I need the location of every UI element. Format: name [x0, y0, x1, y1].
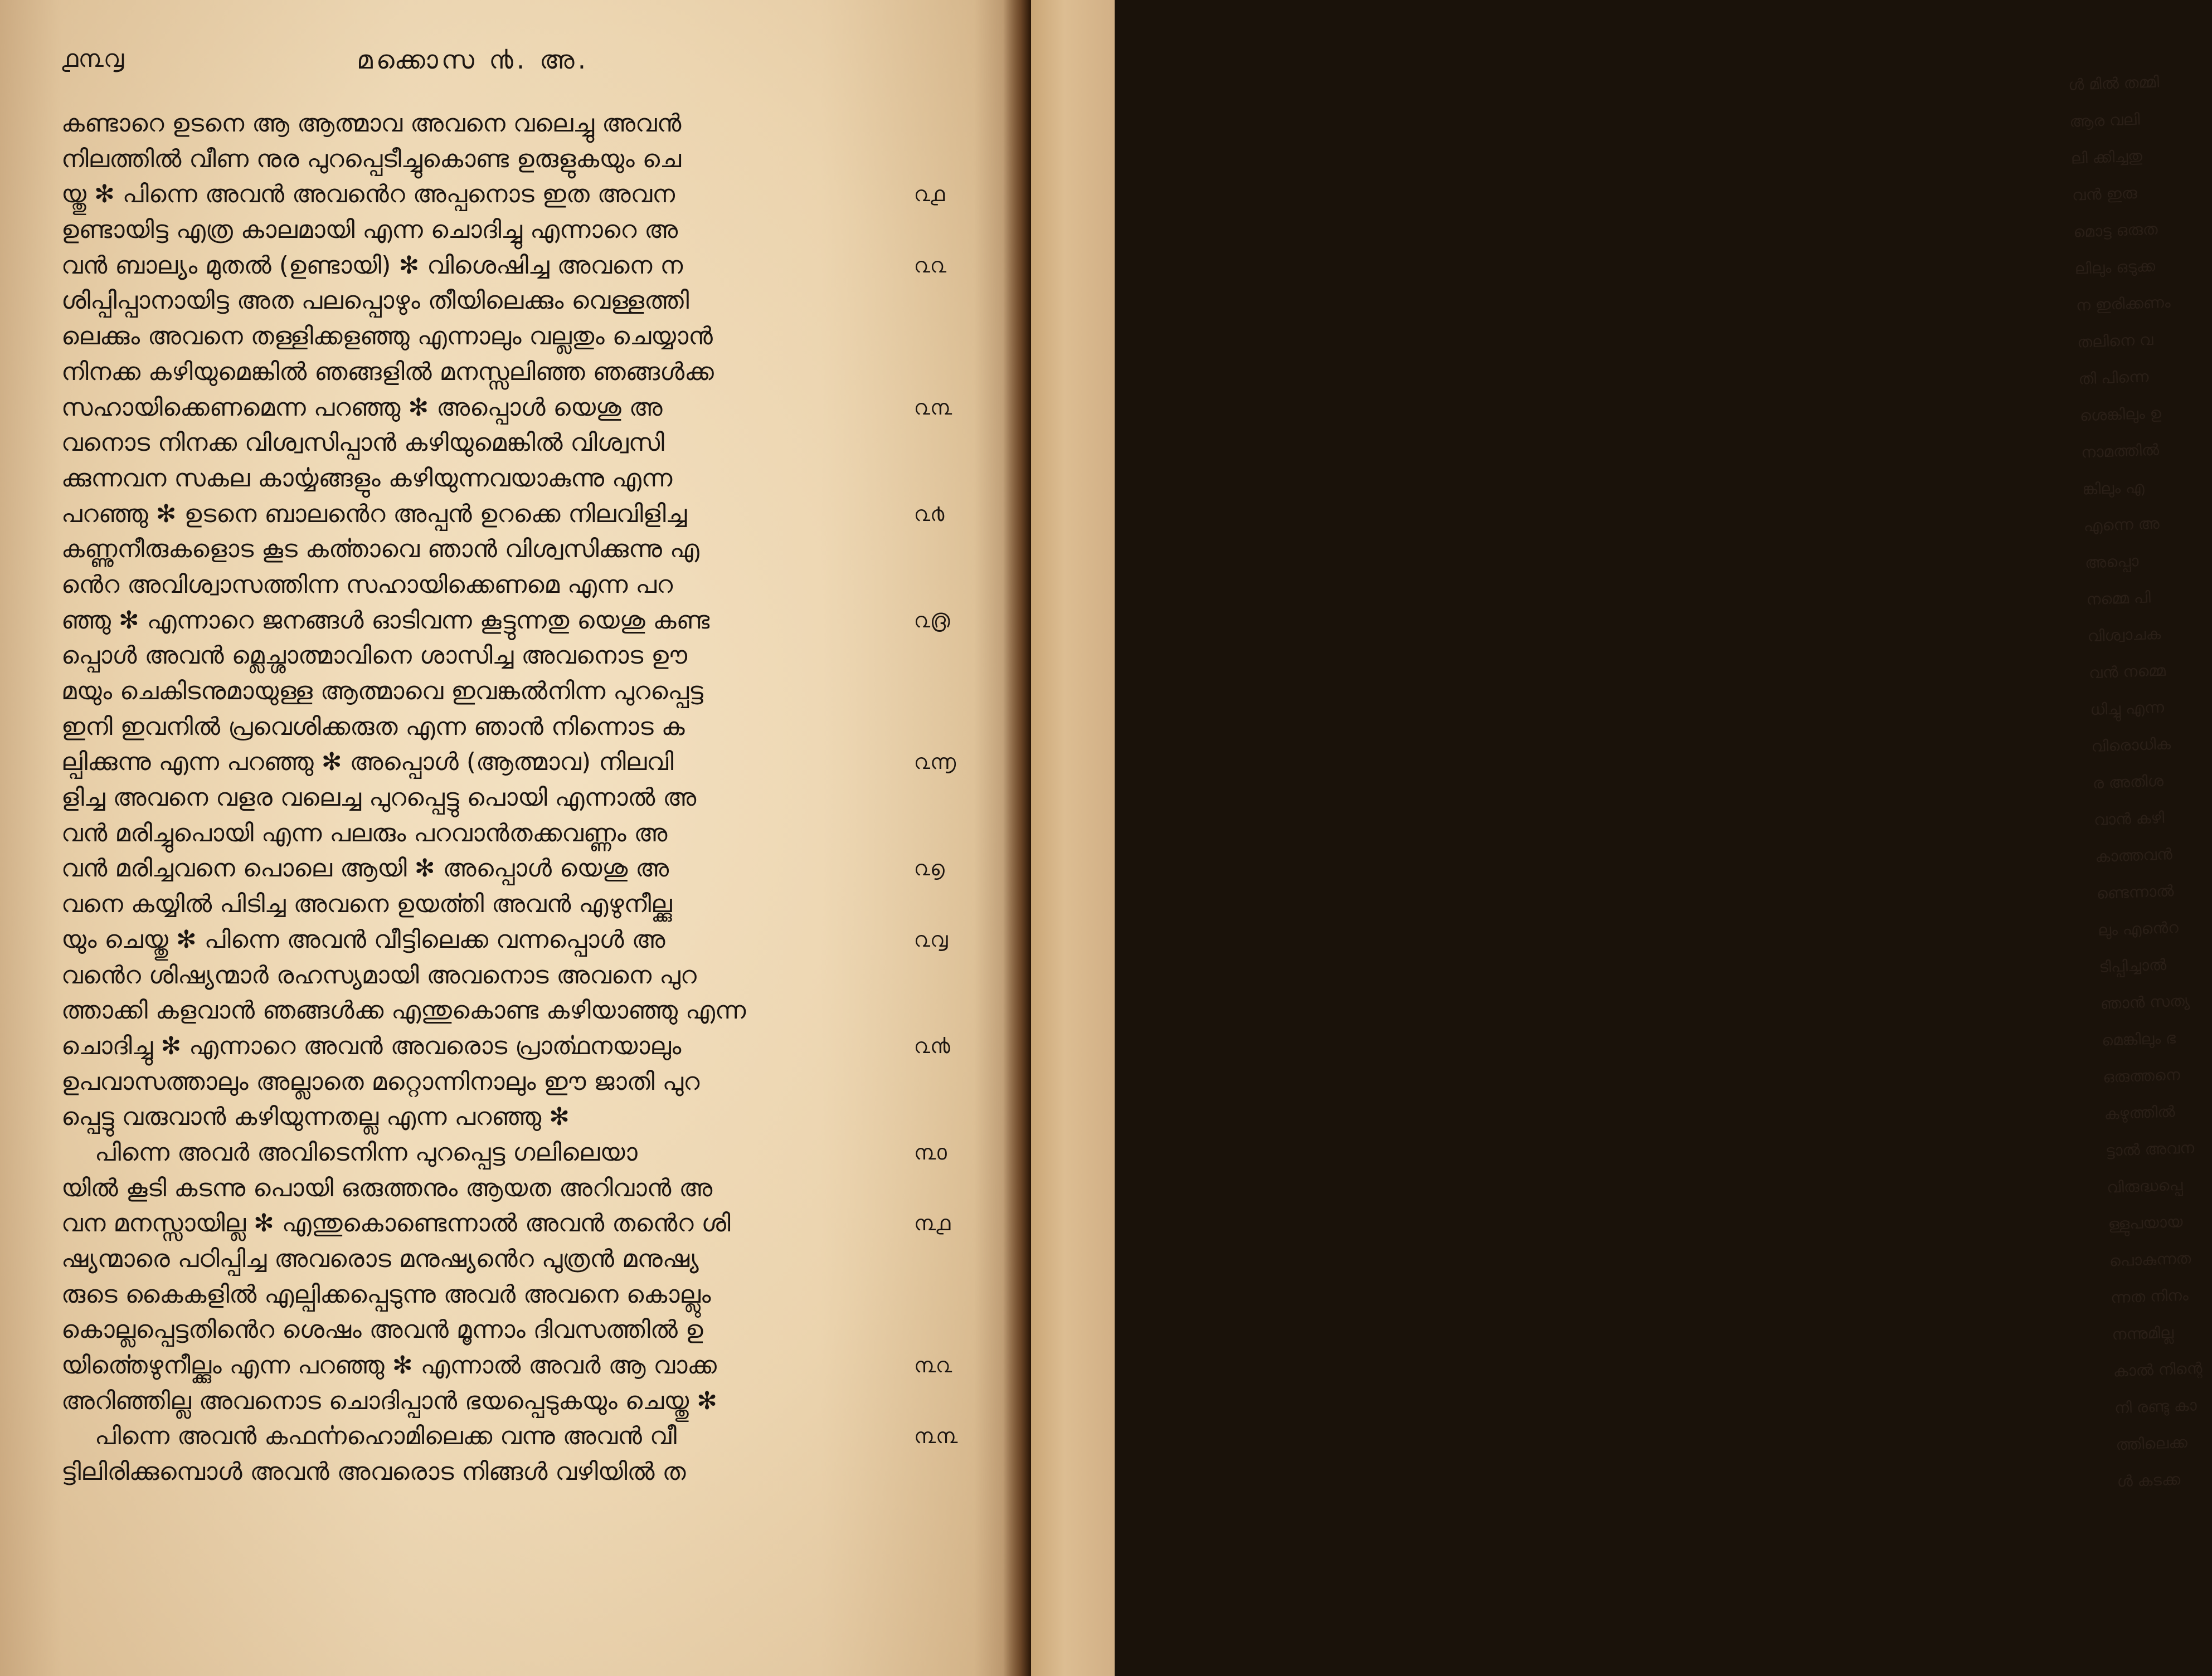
verse-slot-empty [914, 886, 970, 922]
verse-slot-empty [914, 532, 970, 567]
verse-slot-empty [914, 354, 970, 390]
text-line: ഷ്യന്മാരെ പഠിപ്പിച്ച അവരൊട മനുഷ്യൻെറ പുത്രൻ മനുഷ്യ [61, 1245, 699, 1273]
facing-page-line: തി പിന്നെ [2078, 367, 2149, 388]
verse-number: ൨൭ [914, 856, 945, 881]
facing-page-line: വിശ്വാചക [2087, 624, 2161, 646]
text-line: യ്തു ✻ പിന്നെ അവൻ അവൻെറ അപ്പനൊട ഇത അവന [61, 180, 675, 209]
verse-number: ൨൩ [914, 394, 952, 420]
text-line: വൻ മരിച്ചവനെ പൊലെ ആയി ✻ അപ്പൊൾ യെശു അ [61, 854, 669, 883]
verse-slot-empty [914, 993, 970, 1029]
verse-number: ൨൯ [914, 1033, 950, 1058]
text-line: ളിച്ച അവനെ വളര വലെച്ച പുറപ്പെട്ടു പൊയി എന്നാൽ അ [61, 783, 697, 812]
text-line: പ്പൊൾ അവൻ മ്ലെച്ശാത്മാവിനെ ശാസിച്ച അവനൊട ഊ [61, 641, 688, 670]
facing-page-line: കഴുത്തിൽ [2104, 1102, 2176, 1123]
verse-number: ൨൨ [914, 252, 947, 277]
verse-slot-empty [914, 958, 970, 993]
facing-page-line: തലിനെ വ [2077, 330, 2153, 352]
text-line: മയും ചെകിടനുമായുള്ള ആത്മാവെ ഇവങ്കൽനിന്ന പുറപ്പെട്ട [61, 677, 703, 705]
facing-page-line: മെങ്കിലും ഭ [2101, 1029, 2176, 1050]
text-line: വൻെറ ശിഷ്യന്മാർ രഹസ്യമായി അവനൊട അവനെ പുറ [61, 961, 697, 990]
text-line: വൻ ബാല്യം മുതൽ (ഉണ്ടായി) ✻ വിശെഷിച്ച അവനെ ന [61, 251, 683, 280]
facing-page-line: ലും എൻെറ [2097, 918, 2179, 940]
facing-page-line: ആര വലി [2069, 110, 2141, 131]
facing-page-line: ഒരുത്തനെ [2102, 1065, 2181, 1087]
text-line: ചൊദിച്ചു ✻ എന്നാറെ അവൻ അവരൊട പ്രാൎത്ഥനയാലും [61, 1031, 682, 1060]
text-line: ക്കുന്നവന സകല കാൎയ്യങ്ങളും കഴിയുന്നവയാകുന്നു എന്ന [61, 464, 673, 493]
text-line: നിലത്തിൽ വീണ നുര പുറപ്പെടീച്ചുകൊണ്ട ഉരുളുകയും ചെ [61, 144, 682, 173]
verse-slot-empty [914, 461, 970, 496]
verse-slot-empty [914, 567, 970, 603]
facing-page-line: ന്നത നിനം [2110, 1285, 2189, 1307]
verse-number: ൨൧ [914, 182, 945, 207]
verse-slot-empty [914, 1454, 970, 1490]
verse-slot-empty [914, 1099, 970, 1135]
facing-page-line: പൊകുന്നത [2109, 1249, 2191, 1270]
facing-page-line: വിരൊധിക [2091, 734, 2171, 756]
text-line: ശിപ്പിപ്പാനായിട്ട അത പലപ്പൊഴും തീയിലെക്കും വെള്ളത്തി [61, 286, 689, 315]
text-line: യും ചെയ്തു ✻ പിന്നെ അവൻ വീട്ടിലെക്ക വന്നപ്പൊൾ അ [61, 925, 665, 954]
verse-slot-empty [914, 709, 970, 745]
text-line: അറിഞ്ഞില്ല അവനൊട ചൊദിപ്പാൻ ഭയപ്പെടുകയും ചെയ്തു ✻ [61, 1386, 717, 1415]
text-line: വനൊട നിനക്ക വിശ്വസിപ്പാൻ കഴിയുമെങ്കിൽ വിശ്വസി [61, 428, 664, 457]
facing-page-line: അപ്പൊ [2084, 552, 2139, 572]
text-line: പിന്നെ അവൻ കഫൎന്നഹൊമിലെക്ക വന്നു അവൻ വീ [95, 1422, 677, 1451]
text-line: ത്താക്കി കളവാൻ ഞങ്ങൾക്ക എന്തുകൊണ്ട കഴിയാഞ്ഞു എന്ന [61, 996, 746, 1025]
facing-page-line: ട്ടാൽ അവന [2105, 1138, 2195, 1160]
text-line: കൊല്ലപ്പെട്ടതിൻെറ ശെഷം അവൻ മൂന്നാം ദിവസത്തിൽ ഉ [61, 1316, 703, 1344]
verse-slot-empty [914, 1064, 970, 1100]
text-line: ല്പിക്കുന്നു എന്ന പറഞ്ഞു ✻ അപ്പൊൾ (ആത്മാവ) നിലവി [61, 748, 674, 777]
text-line: വൻ മരിച്ചുപൊയി എന്ന പലരും പറവാൻതക്കവണ്ണം അ [61, 818, 668, 847]
facing-page-line: ണ്ടെന്നാൽ [2096, 881, 2174, 903]
text-line: ഉപവാസത്താലും അല്ലാതെ മറ്റൊന്നിനാലും ഈ ജാതി പുറ [61, 1067, 700, 1096]
facing-page-line: നമ്മെ പി [2085, 588, 2151, 609]
text-line: ലെക്കും അവനെ തള്ളിക്കളഞ്ഞു എന്നാലും വല്ലതും ചെയ്യാൻ [61, 322, 713, 351]
running-head: മക്കൊസ ൯. അ. [357, 45, 590, 75]
verse-slot-empty [914, 283, 970, 319]
verse-slot-empty [914, 1383, 970, 1419]
facing-page-line: ൾ കടക്ക [2117, 1470, 2181, 1491]
verse-number: ൩൦ [914, 1139, 947, 1165]
text-line: ഞ്ഞു ✻ എന്നാറെ ജനങ്ങൾ ഓടിവന്ന കൂട്ടുന്നതു യെശു കണ്ട [61, 606, 710, 635]
verse-number: ൨൮ [914, 927, 948, 952]
facing-page-line: നി രണ്ടു കാ [2114, 1396, 2198, 1417]
facing-page-line: വൻ നമ്മെ [2088, 661, 2166, 683]
verse-slot-empty [914, 212, 970, 248]
verse-slot-empty [914, 1171, 970, 1206]
text-line: യിൽ കൂടി കടന്നു പൊയി ഒരുത്തനും ആയത അറിവാൻ അ [61, 1173, 713, 1202]
verse-number: ൩൧ [914, 1211, 951, 1236]
page-number: ൧൩൮ [61, 45, 124, 73]
text-line: ട്ടിലിരിക്കുമ്പൊൾ അവൻ അവരൊട നിങ്ങൾ വഴിയിൽ ത [61, 1458, 686, 1487]
text-line: പ്പെട്ടു വരുവാൻ കഴിയുന്നതല്ല എന്ന പറഞ്ഞു ✻ [61, 1103, 570, 1132]
facing-page-line: നന്നുമില്ല [2111, 1323, 2174, 1344]
facing-page-line: ടിപ്പിച്ചാൽ [2098, 955, 2167, 977]
verse-slot-empty [914, 425, 970, 461]
text-line: നിനക്ക കഴിയുമെങ്കിൽ ഞങ്ങളിൽ മനസ്സലിഞ്ഞ ഞങ്ങൾക്ക [61, 357, 714, 386]
verse-slot-empty [914, 1312, 970, 1348]
verse-number: ൨൫ [914, 607, 950, 632]
facing-page-line: കാൽ നിന്റെ [2113, 1359, 2203, 1381]
text-line: വനെ കയ്യിൽ പിടിച്ച അവനെ ഉയൎത്തി അവൻ എഴുനീല്ക്കു [61, 890, 672, 919]
text-line: ഉണ്ടായിട്ട എത്ര കാലമായി എന്ന ചൊദിച്ചു എന്നാറെ അ [61, 216, 678, 245]
facing-page-line: ങ്കിലും എ [2082, 478, 2145, 499]
body-text [61, 106, 908, 1490]
facing-page-line: മൊട്ട ഒരുത [2073, 220, 2158, 241]
text-line: പറഞ്ഞു ✻ ഉടനെ ബാലൻെറ അപ്പൻ ഉറക്കെ നിലവിളിച്ച [61, 499, 687, 528]
verse-number: ൩൨ [914, 1353, 952, 1378]
verse-slot-empty [914, 674, 970, 709]
verse-slot-empty [914, 142, 970, 177]
facing-page-line: ഞാൻ സത്യ [2100, 991, 2190, 1013]
verse-number: ൨൬ [914, 749, 956, 774]
facing-page-line: ശെങ്കിലും ഉ [2079, 403, 2162, 425]
facing-page-line: ന ഇരിക്കണം [2075, 293, 2171, 315]
facing-page-line: എന്നെ അ [2083, 514, 2160, 535]
facing-page-line: വൻ ഇരു [2072, 183, 2137, 204]
text-line: ഇനി ഇവനിൽ പ്രവെശിക്കരുത എന്ന ഞാൻ നിന്നൊട ക [61, 712, 685, 741]
text-line: ൻെറ അവിശ്വാസത്തിന്ന സഹായിക്കെണമെ എന്ന പറ [61, 570, 673, 599]
facing-page-line: കാത്തവൻ [2094, 845, 2173, 866]
text-line: യിൎത്തെഴുനീല്ക്കും എന്ന പറഞ്ഞു ✻ എന്നാൽ അവർ ആ വാക്ക [61, 1351, 717, 1380]
verse-slot-empty [914, 1241, 970, 1277]
facing-page-line: വിരുദ്ധപ്പെ [2106, 1176, 2183, 1197]
verse-number-column [914, 106, 970, 1490]
text-line: രുടെ കൈകളിൽ എല്പിക്കപ്പെടുന്നു അവർ അവനെ കൊല്ലും [61, 1280, 711, 1309]
facing-page-edge [1031, 0, 2203, 1676]
text-line: കണ്ണുനീരുകളൊട കൂട കൎത്താവെ ഞാൻ വിശ്വസിക്കുന്നു എ [61, 535, 699, 564]
verse-slot-empty [914, 816, 970, 851]
facing-page-line: ര അതിശ [2092, 771, 2164, 793]
facing-page-line: നാമത്തിൽ [2080, 440, 2160, 462]
verse-slot-empty [914, 780, 970, 816]
book-page [0, 0, 1025, 1676]
verse-slot-empty [914, 106, 970, 142]
facing-page-line: ധിച്ചു എന്ന [2089, 698, 2165, 719]
verse-slot-empty [914, 638, 970, 674]
facing-page-line: ലി ക്കിച്ചതു [2070, 147, 2143, 168]
facing-page-line: ൾ മിൽ തമ്മി [2068, 72, 2160, 94]
verse-slot-empty [914, 319, 970, 354]
verse-slot-empty [914, 1277, 970, 1313]
verse-number: ൨൪ [914, 501, 945, 526]
facing-page-text [2068, 64, 2201, 1500]
text-line: കണ്ടാറെ ഉടനെ ആ ആത്മാവ അവനെ വലെച്ചു അവൻ [61, 109, 682, 138]
text-line: പിന്നെ അവർ അവിടെനിന്ന പുറപ്പെട്ട ഗലിലെയാ [95, 1138, 638, 1167]
facing-page-line: വാൻ കഴി [2093, 808, 2165, 830]
verse-number: ൩൩ [914, 1424, 958, 1449]
facing-page-line: ത്തിലെക്ക [2115, 1433, 2188, 1454]
facing-page-line: ലിലും ഒടുക്ക [2074, 256, 2156, 278]
text-line: സഹായിക്കെണമെന്ന പറഞ്ഞു ✻ അപ്പൊൾ യെശു അ [61, 393, 663, 422]
text-line: വന മനസ്സായില്ല ✻ എന്തുകൊണ്ടെന്നാൽ അവൻ തൻെറ ശി [61, 1209, 731, 1238]
page-header [61, 45, 953, 84]
facing-page-line: ള്ളുപയായ [2107, 1212, 2183, 1234]
